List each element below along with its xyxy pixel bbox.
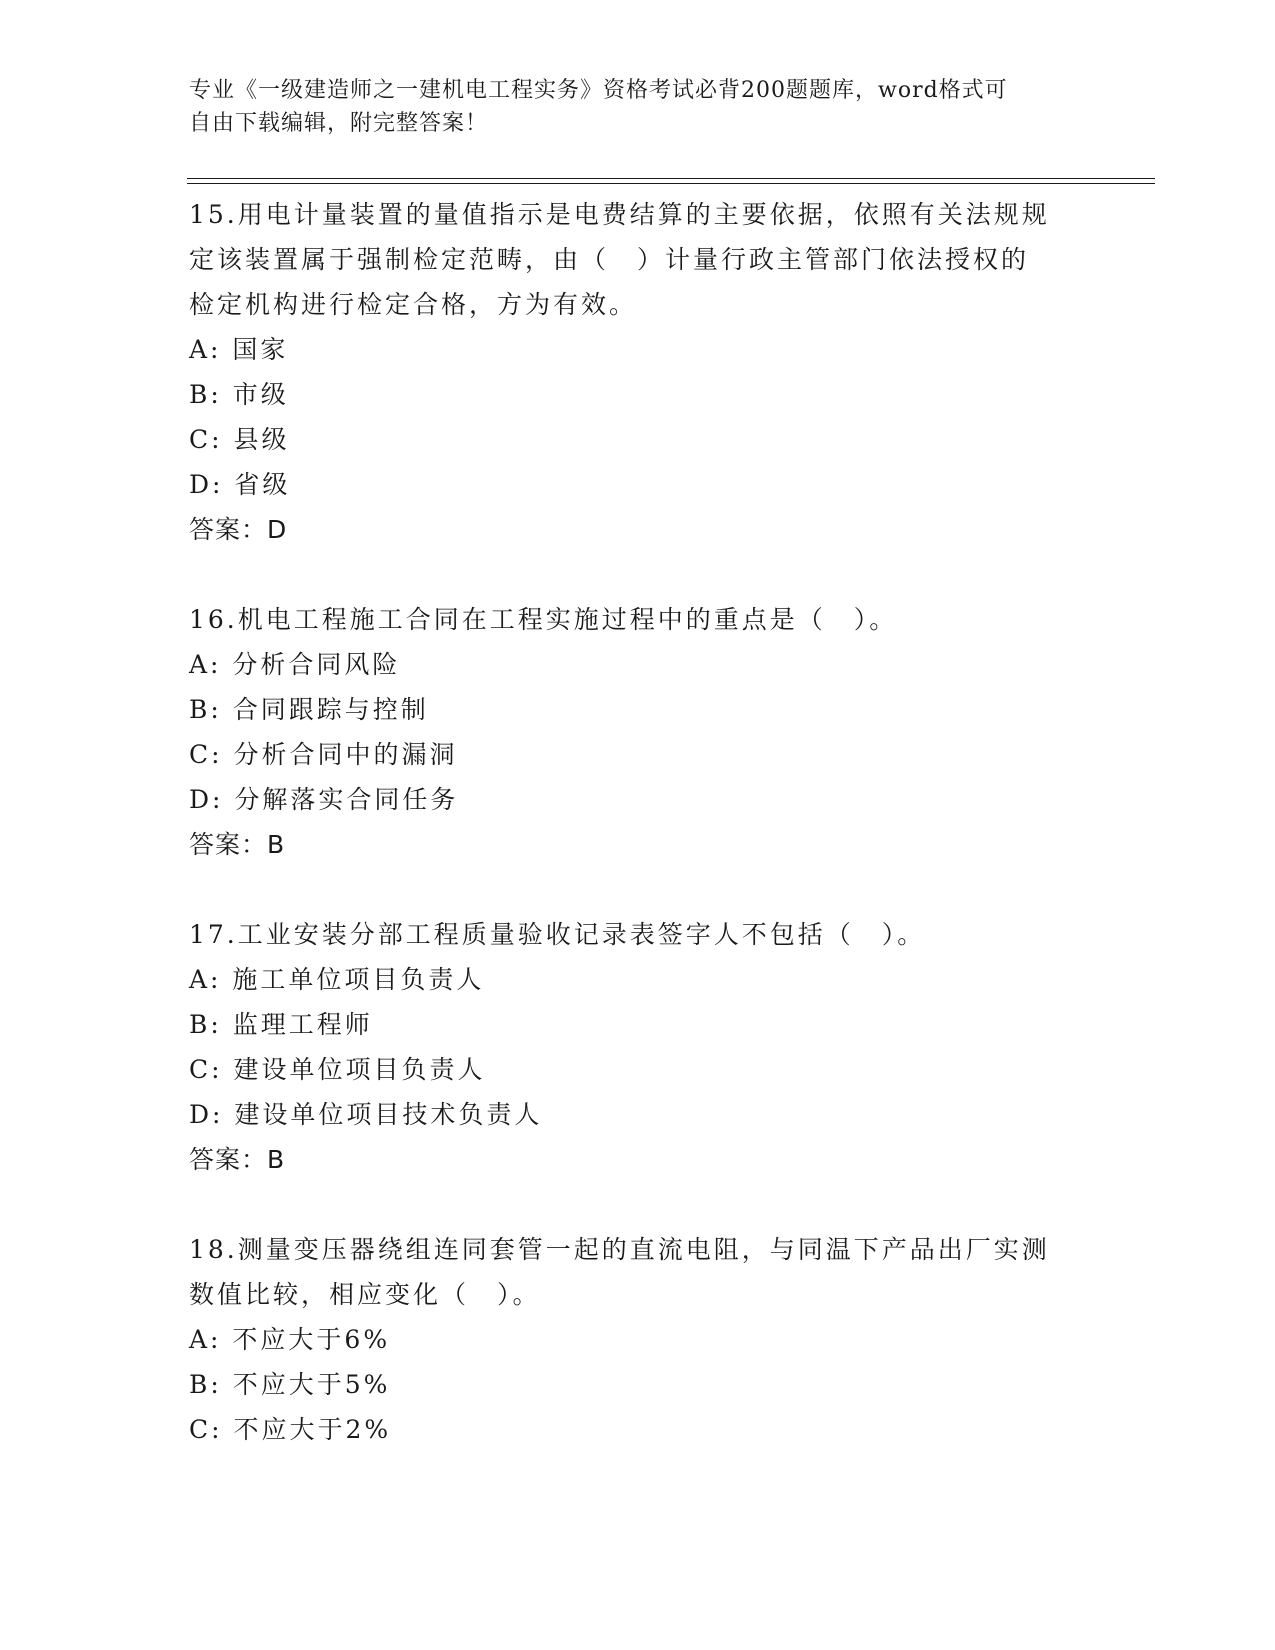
- option-c: C: 分析合同中的漏洞: [189, 740, 458, 769]
- answer-label: 答案：D: [189, 515, 288, 544]
- question-17: [189, 912, 1089, 1182]
- option-a: A: 施工单位项目负责人: [189, 965, 485, 994]
- header-divider-bottom: [187, 183, 1155, 184]
- option-c: C: 建设单位项目负责人: [189, 1055, 486, 1084]
- question-spacer: [189, 552, 1089, 597]
- header-line-1: 专业《一级建造师之一建机电工程实务》资格考试必背200题题库，word格式可: [189, 78, 1008, 103]
- option-d: D: 分解落实合同任务: [189, 785, 459, 814]
- question-stem-line: 18.测量变压器绕组连同套管一起的直流电阻，与同温下产品出厂实测: [189, 1235, 1050, 1264]
- option-d: D: 省级: [189, 470, 291, 499]
- answer-label: 答案：B: [189, 830, 286, 859]
- header-divider-top: [187, 178, 1155, 179]
- question-spacer: [189, 867, 1089, 912]
- option-b: B: 不应大于5%: [189, 1370, 391, 1399]
- document-header: [189, 74, 1089, 140]
- question-spacer: [189, 1182, 1089, 1227]
- option-a: A: 分析合同风险: [189, 650, 401, 679]
- option-c: C: 不应大于2%: [189, 1415, 392, 1444]
- question-stem-line: 数值比较，相应变化（ ）。: [189, 1280, 541, 1309]
- question-stem-line: 16.机电工程施工合同在工程实施过程中的重点是（ ）。: [189, 605, 898, 634]
- answer-label: 答案：B: [189, 1145, 286, 1174]
- question-stem-line: 检定机构进行检定合格，方为有效。: [189, 290, 638, 319]
- option-a: A: 不应大于6%: [189, 1325, 391, 1354]
- option-b: B: 合同跟踪与控制: [189, 695, 429, 724]
- question-list: [189, 192, 1089, 1452]
- question-15: [189, 192, 1089, 552]
- question-16: [189, 597, 1089, 867]
- question-stem-line: 17.工业安装分部工程质量验收记录表签字人不包括（ ）。: [189, 920, 926, 949]
- option-c: C: 县级: [189, 425, 290, 454]
- option-d: D: 建设单位项目技术负责人: [189, 1100, 543, 1129]
- question-stem-line: 15.用电计量装置的量值指示是电费结算的主要依据，依照有关法规规: [189, 200, 1050, 229]
- question-18: [189, 1227, 1089, 1452]
- question-stem-line: 定该装置属于强制检定范畴，由（ ）计量行政主管部门依法授权的: [189, 245, 1030, 274]
- option-b: B: 市级: [189, 380, 289, 409]
- option-a: A: 国家: [189, 335, 289, 364]
- option-b: B: 监理工程师: [189, 1010, 373, 1039]
- header-line-2: 自由下载编辑，附完整答案！: [189, 111, 489, 136]
